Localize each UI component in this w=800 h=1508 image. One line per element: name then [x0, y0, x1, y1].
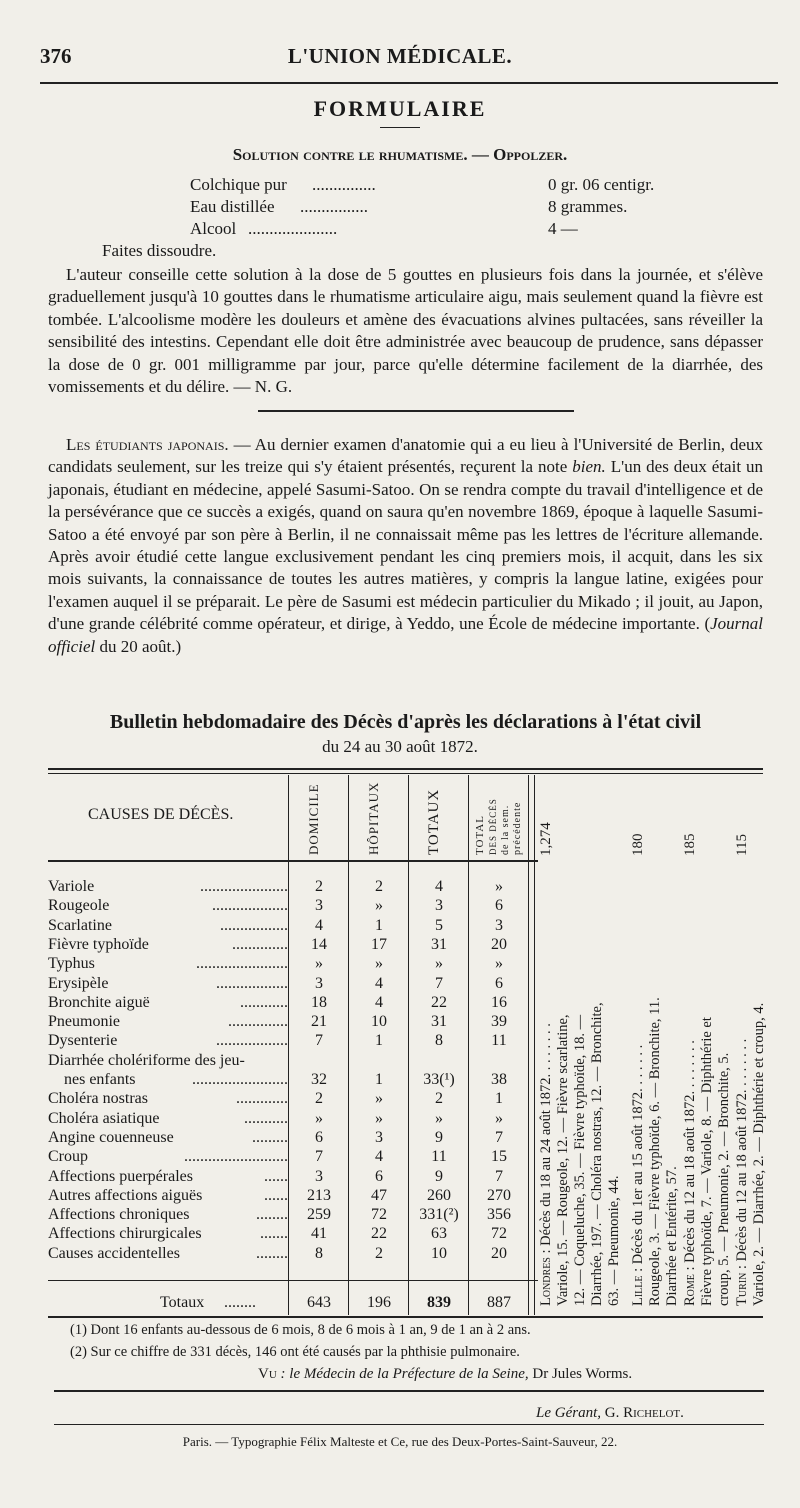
city-note-line: 63. — Pneumonie, 44. [606, 1175, 622, 1306]
cause-dots: ......... [252, 1129, 288, 1146]
header-rule [40, 82, 778, 84]
city-note-line: Variole, 15. — Rougeole, 12. — Fièvre scarlatine, [555, 1014, 571, 1306]
ingredient-qty: 0 gr. 06 centigr. [548, 175, 655, 194]
cause-label: Affections chirurgicales [48, 1225, 202, 1242]
table-row [48, 936, 288, 954]
cell-prev: 6 [495, 897, 503, 914]
ingredient-name: Alcool [190, 219, 237, 238]
city-note-heading [538, 866, 555, 1306]
prev-header-1: TOTAL [474, 815, 486, 855]
cause-dots: ........ [256, 1245, 288, 1262]
cell-tot: 33(¹) [423, 1071, 455, 1088]
vu-name: Dr Jules Worms. [532, 1366, 633, 1382]
city-total: 180 [630, 833, 646, 856]
cell-dom: 3 [315, 897, 323, 914]
article-body-2: L'un des deux était un japonais, étudiant en médecine, appelé Sasumi-Satoo. On se rendra compte du travail d'intelligence et de la persévérance que ce succès a exigés, quand on saura qu'en novembre 1869, époque à laquelle Sasumi-Satoo a été envoyé par son père à Berlin, il ne connaissait même pas les lettres de l'écriture allemande. Après avoir étudié cette langue exclusivement pendant les cinq premiers mois, il acquit, dans les six mois suivants, la connaissance de toutes les autres matières, y compris la langue latine, exigées pour l'examen auquel il se préparait. Le père de Sasumi est médecin particulier du Mikado ; il jouit, au Japon, d'une grande célébrité comme opérateur, et dirige, à Yeddo, une École de médecine importante. ( [48, 457, 764, 634]
city-note-line: 12. — Coqueluche, 35. — Fièvre typhoïde, 18. — [572, 1014, 588, 1306]
city-note-line: Rougeole, 3. — Fièvre typhoïde, 6. — Bronchite, 11. [647, 997, 663, 1306]
city-note-line: Variole, 2. — Diarrhée, 2. — Diphthérie et croup, 4. [751, 1002, 767, 1306]
cause-dots: ............. [236, 1090, 288, 1107]
city-label: Londres [538, 1257, 554, 1306]
ingredient-name: Eau distillée [190, 197, 275, 216]
cause-dots: .......................... [184, 1148, 288, 1165]
cause-dots: .................. [216, 1032, 288, 1049]
ingredient-dots: ..................... [248, 219, 338, 238]
cell-dom: 2 [315, 878, 323, 895]
cause-dots: .............. [232, 936, 288, 953]
cell-tot: 2 [435, 1090, 443, 1107]
table-row [48, 994, 288, 1012]
cell-hop: » [375, 955, 383, 972]
vu-prefix: Vu [258, 1366, 277, 1382]
city-total: 185 [682, 833, 698, 856]
city-total: 115 [734, 834, 750, 856]
table-row [48, 1187, 288, 1205]
cause-dots: ........ [256, 1206, 288, 1223]
cause-label: Typhus [48, 955, 95, 972]
cell-dom: 213 [307, 1187, 331, 1204]
totaux-header: TOTAUX [426, 788, 442, 855]
cause-dots: ....... [260, 1225, 288, 1242]
instruction: Faites dissoudre. [102, 241, 217, 260]
table-row [48, 1245, 288, 1263]
article-source: Journal officiel [48, 614, 763, 656]
col-line [348, 775, 349, 1315]
cell-hop: 4 [375, 1148, 383, 1165]
vu-line [258, 1366, 632, 1383]
formulaire-body [48, 264, 763, 398]
table-row [48, 897, 288, 915]
cause-label: Affections puerpérales [48, 1168, 193, 1185]
ingredients-list [190, 175, 710, 245]
cell-dom: 3 [315, 1168, 323, 1185]
city-note-line: Diarrhée, 197. — Choléra nostras, 12. — Bronchite, [589, 1002, 605, 1306]
gerant-label: Le Gérant, [536, 1405, 601, 1421]
cause-dots: ...... [264, 1187, 288, 1204]
col-line [468, 775, 469, 1315]
cell-hop: » [375, 1110, 383, 1127]
table-row [48, 1032, 288, 1050]
cell-tot: 10 [431, 1245, 447, 1262]
cell-prev: 72 [491, 1225, 507, 1242]
totals-rule [48, 1280, 538, 1281]
ingredient-name: Colchique pur [190, 175, 287, 194]
city-label: Rome [682, 1274, 698, 1306]
col-line [528, 775, 529, 1315]
cell-hop: 22 [371, 1225, 387, 1242]
cell-prev: 7 [495, 1129, 503, 1146]
cell-dom: 7 [315, 1032, 323, 1049]
article-body: — Au dernier examen d'anatomie qui a eu lieu à l'Université de Berlin, deux candidats seulement, sur les treize qui s'y étaient présentés, reçurent la note [48, 435, 763, 477]
total-domicile: 643 [307, 1294, 331, 1311]
city-total: 1,274 [538, 822, 554, 856]
table-row [48, 1110, 288, 1128]
table-row [48, 1168, 288, 1186]
cell-prev: 39 [491, 1013, 507, 1030]
city-label: Lille [630, 1275, 646, 1306]
table-row [48, 1090, 288, 1108]
cause-dots: ....................... [196, 955, 288, 972]
prev-header-3: de la sem. [500, 804, 511, 855]
cell-tot: 8 [435, 1032, 443, 1049]
cell-dom: 14 [311, 936, 327, 953]
formulaire-paragraph: L'auteur conseille cette solution à la dose de 5 gouttes en plusieurs fois dans la journée, et s'élève graduellement jusqu'à 10 gouttes dans le rhumatisme articulaire aigu, mais seulement quand la fièvre est tombée. L'alcoolisme modère les douleurs et amène des évacuations alvines pultacées, sans réveiller la sensibilité des intestins. Cependant elle doit être administrée avec beaucoup de prudence, sans dépasser la dose de 0 gr. 001 milligramme par jour, parce qu'elle détermine facilement de la diarrhée, des vomissements et du délire. — N. G. [48, 265, 763, 397]
cause-dots: ...................... [200, 878, 288, 895]
cause-label: Choléra nostras [48, 1090, 148, 1107]
cause-label: Choléra asiatique [48, 1110, 160, 1127]
page-number: 376 [40, 44, 72, 68]
cause-label: Angine couenneuse [48, 1129, 174, 1146]
cell-hop: 1 [375, 917, 383, 934]
cell-prev: 6 [495, 975, 503, 992]
bulletin-title: Bulletin hebdomadaire des Décès d'après les déclarations à l'état civil [109, 711, 702, 733]
city-note-text: : Décès du 12 au 18 août 1872. . . . . . . . [682, 1040, 698, 1275]
table-row [48, 1129, 288, 1147]
cause-label: Rougeole [48, 897, 110, 914]
cause-label: nes enfants [48, 1071, 136, 1088]
table-bottom-rule [48, 1316, 763, 1318]
city-note-text: : Décès du 18 au 24 août 1872. . . . . . . . [538, 1023, 554, 1258]
total-hopitaux: 196 [367, 1294, 391, 1311]
cell-prev: 11 [491, 1032, 507, 1049]
cause-label: Autres affections aiguës [48, 1187, 203, 1204]
domicile-header: DOMICILE [306, 783, 321, 855]
table-row [48, 1013, 288, 1031]
table-row [48, 1225, 288, 1243]
city-note-line: Diarrhée et Entérite, 57. [664, 1166, 680, 1306]
etudiants-article [48, 434, 763, 658]
table-row [48, 1071, 288, 1089]
cell-tot: 4 [435, 878, 443, 895]
note-bien: bien. [572, 457, 606, 477]
cause-label: Pneumonie [48, 1013, 120, 1030]
total-totaux: 839 [427, 1294, 451, 1311]
cell-tot: 22 [431, 994, 447, 1011]
cell-dom: 32 [311, 1071, 327, 1088]
cell-prev: » [495, 878, 503, 895]
footnote-1: (1) Dont 16 enfants au-dessous de 6 mois, 8 de 6 mois à 1 an, 9 de 1 an à 2 ans. [70, 1322, 531, 1338]
cell-dom: 21 [311, 1013, 327, 1030]
cause-dots: ................... [212, 897, 288, 914]
cell-prev: 20 [491, 936, 507, 953]
cell-hop: 4 [375, 994, 383, 1011]
cell-dom: 6 [315, 1129, 323, 1146]
vu-rule [54, 1390, 764, 1392]
cell-tot: 31 [431, 936, 447, 953]
ingredient-dots: ............... [312, 175, 376, 194]
city-note-heading [682, 866, 699, 1306]
city-label: Turin [734, 1272, 750, 1306]
cell-hop: 6 [375, 1168, 383, 1185]
ingredient-row [190, 175, 710, 197]
cell-hop: 2 [375, 1245, 383, 1262]
cell-hop: 1 [375, 1071, 383, 1088]
cause-label: Croup [48, 1148, 88, 1165]
cell-tot: 9 [435, 1129, 443, 1146]
table-row [48, 975, 288, 993]
table-row [48, 955, 288, 973]
cell-prev: » [495, 1110, 503, 1127]
cause-label: Scarlatine [48, 917, 112, 934]
cell-tot: 63 [431, 1225, 447, 1242]
cell-prev: 15 [491, 1148, 507, 1165]
cell-tot: 5 [435, 917, 443, 934]
city-note-text: : Décès du 12 au 18 août 1872. . . . . . . . [734, 1038, 750, 1273]
formulaire-subtitle: Solution contre le rhumatisme. — Oppolzer. [232, 145, 568, 164]
cell-dom: 41 [311, 1225, 327, 1242]
city-note-line: croup, 5. — Pneumonie, 2. — Bronchite, 5. [716, 1052, 732, 1306]
table-row [48, 917, 288, 935]
cell-dom: » [315, 1110, 323, 1127]
cell-prev: 16 [491, 994, 507, 1011]
hopitaux-header: HÔPITAUX [366, 781, 381, 855]
cause-label: Erysipèle [48, 975, 109, 992]
cell-dom: 2 [315, 1090, 323, 1107]
col-line [534, 775, 535, 1315]
cell-dom: 259 [307, 1206, 331, 1223]
table-row [48, 878, 288, 896]
totals-dots: ........ [224, 1294, 256, 1311]
col-line [408, 775, 409, 1315]
cause-dots: ............ [240, 994, 288, 1011]
cell-dom: 7 [315, 1148, 323, 1165]
total-previous: 887 [487, 1294, 511, 1311]
cell-tot: 9 [435, 1168, 443, 1185]
cell-hop: 17 [371, 936, 387, 953]
ingredient-row [190, 197, 710, 219]
cell-tot: » [435, 955, 443, 972]
cause-label: Diarrhée cholériforme des jeu- [48, 1052, 245, 1069]
cell-tot: 331(²) [419, 1206, 459, 1223]
cell-hop: » [375, 1090, 383, 1107]
ingredient-qty: 4 — [548, 219, 578, 238]
table-top-rule [48, 768, 763, 770]
cause-dots: .................. [216, 975, 288, 992]
journal-title: L'UNION MÉDICALE. [287, 44, 513, 68]
cell-hop: 10 [371, 1013, 387, 1030]
cause-dots: ................. [220, 917, 288, 934]
cell-tot: 3 [435, 897, 443, 914]
gerant-name: G. Richelot. [604, 1405, 684, 1421]
cell-tot: 31 [431, 1013, 447, 1030]
cell-tot: 11 [431, 1148, 447, 1165]
cell-dom: 4 [315, 917, 323, 934]
table-row [48, 1052, 288, 1070]
cell-hop: 1 [375, 1032, 383, 1049]
gerant-line [536, 1405, 684, 1422]
cell-dom: 8 [315, 1245, 323, 1262]
ingredient-qty: 8 grammes. [548, 197, 628, 216]
cause-label: Variole [48, 878, 95, 895]
formulaire-title: FORMULAIRE [313, 96, 487, 121]
header-bottom-rule [48, 860, 538, 862]
city-note-heading [630, 866, 647, 1306]
cell-hop: 72 [371, 1206, 387, 1223]
city-note-heading [734, 866, 751, 1306]
ingredient-dots: ................ [300, 197, 368, 216]
article-body-3: du 20 août.) [95, 636, 182, 656]
cell-tot: 7 [435, 975, 443, 992]
totals-label: Totaux [160, 1294, 205, 1311]
cell-dom: 18 [311, 994, 327, 1011]
cell-prev: 1 [495, 1090, 503, 1107]
prev-header-4: précédente [512, 801, 523, 855]
footer-rule [54, 1424, 764, 1425]
city-note-text: : Décès du 1er au 15 août 1872. . . . . . . [630, 1044, 646, 1276]
prev-header-2: DES DÉCÈS [488, 798, 498, 855]
cell-dom: 3 [315, 975, 323, 992]
causes-header: CAUSES DE DÉCÈS. [88, 806, 234, 823]
cell-hop: 4 [375, 975, 383, 992]
table-top-rule-2 [48, 773, 763, 774]
cell-tot: 260 [427, 1187, 451, 1204]
cell-prev: 38 [491, 1071, 507, 1088]
cell-prev: » [495, 955, 503, 972]
cell-prev: 3 [495, 917, 503, 934]
cause-label: Causes accidentelles [48, 1245, 180, 1262]
cell-prev: 356 [487, 1206, 511, 1223]
cell-tot: » [435, 1110, 443, 1127]
cause-dots: ...... [264, 1168, 288, 1185]
cause-dots: ............... [228, 1013, 288, 1030]
cell-hop: 2 [375, 878, 383, 895]
city-note-line: Fièvre typhoïde, 7. — Variole, 8. — Diphthérie et [699, 1017, 715, 1306]
table-row [48, 1148, 288, 1166]
title-rule [380, 127, 420, 128]
col-line [288, 775, 289, 1315]
imprint: Paris. — Typographie Félix Malteste et Ce, rue des Deux-Portes-Saint-Sauveur, 22. [182, 1434, 618, 1449]
cell-hop: 47 [371, 1187, 387, 1204]
section-rule [258, 410, 574, 412]
cell-prev: 20 [491, 1245, 507, 1262]
article-lead: Les étudiants japonais. [66, 435, 229, 454]
table-row [48, 1206, 288, 1224]
cell-hop: 3 [375, 1129, 383, 1146]
bulletin-date: du 24 au 30 août 1872. [322, 737, 478, 756]
ingredient-row [190, 219, 710, 241]
cause-label: Dysenterie [48, 1032, 118, 1049]
cause-label: Bronchite aiguë [48, 994, 150, 1011]
cell-dom: » [315, 955, 323, 972]
cell-hop: » [375, 897, 383, 914]
cause-dots: ........................ [192, 1071, 288, 1088]
cause-dots: ........... [244, 1110, 288, 1127]
cause-label: Affections chroniques [48, 1206, 190, 1223]
footnote-2: (2) Sur ce chiffre de 331 décès, 146 ont été causés par la phthisie pulmonaire. [70, 1344, 520, 1360]
vu-text: : le Médecin de la Préfecture de la Seine, [276, 1366, 533, 1382]
cause-label: Fièvre typhoïde [48, 936, 149, 953]
cell-prev: 270 [487, 1187, 511, 1204]
cell-prev: 7 [495, 1168, 503, 1185]
